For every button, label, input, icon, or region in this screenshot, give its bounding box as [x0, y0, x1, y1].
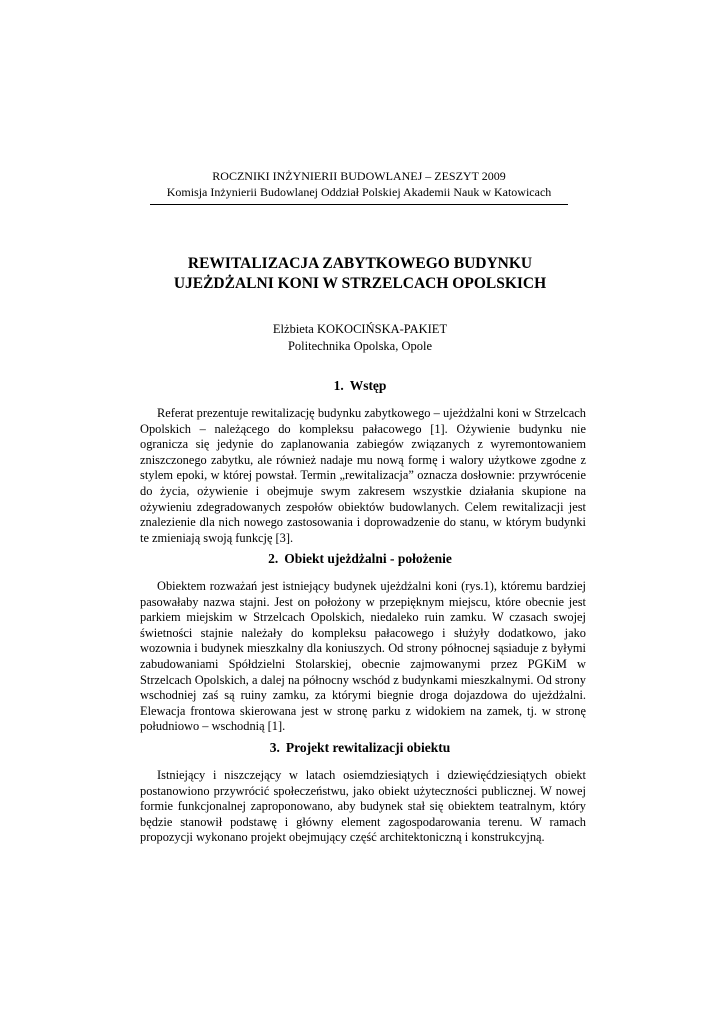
title-line-2: UJEŻDŻALNI KONI W STRZELCACH OPOLSKICH	[173, 275, 547, 292]
journal-header	[150, 168, 568, 205]
section-title: Projekt rewitalizacji obiektu	[285, 740, 451, 755]
title-line-1: REWITALIZACJA ZABYTKOWEGO BUDYNKU	[187, 255, 533, 272]
section-title: Wstęp	[349, 378, 387, 393]
section-paragraph-project: Istniejący i niszczejący w latach osiemdziesiątych i dziewięćdziesiątych obiekt postanowiono przywrócić społeczeństwu, jako obiekt użyteczności publicznej. W nowej formie funkcjonalnej zaproponowano, aby budynek stał się obiektem teatralnym, który będzie stanowił podstawę i główny element zagospodarowania terenu. W ramach propozycji wykonano projekt obejmujący część architektoniczną i konstrukcyjną.	[140, 768, 586, 845]
section-heading-location	[100, 550, 620, 568]
author-block	[100, 321, 620, 355]
section-title: Obiekt ujeżdżalni - położenie	[284, 551, 452, 566]
committee-name: Komisja Inżynierii Budowlanej Oddział Polskiej Akademii Nauk w Katowicach	[166, 185, 552, 199]
section-heading-project	[100, 739, 620, 757]
header-rule	[150, 204, 568, 205]
section-number: 1.	[333, 378, 344, 393]
section-number: 2.	[268, 551, 279, 566]
paper-title	[100, 254, 620, 294]
section-heading-intro	[100, 377, 620, 395]
author-name: Elżbieta KOKOCIŃSKA-PAKIET	[272, 322, 448, 336]
section-paragraph-location: Obiektem rozważań jest istniejący budynek ujeżdżalni koni (rys.1), któremu bardziej pasowałaby nazwa stajni. Jest on położony w przepięknym miejscu, które obecnie jest parkiem miejskim w Strzelcach Opolskich, niedaleko ruin zamku. W czasach swojej świetności stajnie należały do kompleksu pałacowego i służyły dodatkowo, jako wozownia i budynek mieszkalny dla koniuszych. Od strony północnej sąsiaduje z byłymi zabudowaniami Spółdzielni Stolarskiej, obecnie zajmowanymi przez PGKiM w Strzelcach Opolskich, a dalej na północny wschód z budynkami mieszkalnymi. Od strony wschodniej zaś są ruiny zamku, za którymi biegnie droga dojazdowa do ujeżdżalni. Elewacja frontowa skierowana jest w stronę parku z widokiem na zamek, tj. w stronę południowo – wschodnią [1].	[140, 579, 586, 734]
section-number: 3.	[269, 740, 280, 755]
author-affiliation: Politechnika Opolska, Opole	[287, 339, 433, 353]
section-paragraph-intro: Referat prezentuje rewitalizację budynku zabytkowego – ujeżdżalni koni w Strzelcach Opolskich – należącego do kompleksu pałacowego [1]. Ożywienie budynku nie ogranicza się jedynie do zaplanowania zabiegów związanych z wyremontowaniem zniszczonego zabytku, ale również nadaje mu nową formę i walory użytkowe zgodne z stylem epoki, w której powstał. Termin „rewitalizacja” oznacza dosłownie: przywrócenie do życia, ożywienie i obejmuje swym zakresem wszystkie działania skupione na ożywieniu zdegradowanych zespołów obiektów budowlanych. Celem rewitalizacji jest znalezienie dla nich nowego zastosowania i doprowadzenie do stanu, w którym budynki te zmieniają swoją funkcję [3].	[140, 406, 586, 545]
journal-name: ROCZNIKI INŻYNIERII BUDOWLANEJ – ZESZYT 2009	[212, 169, 506, 183]
